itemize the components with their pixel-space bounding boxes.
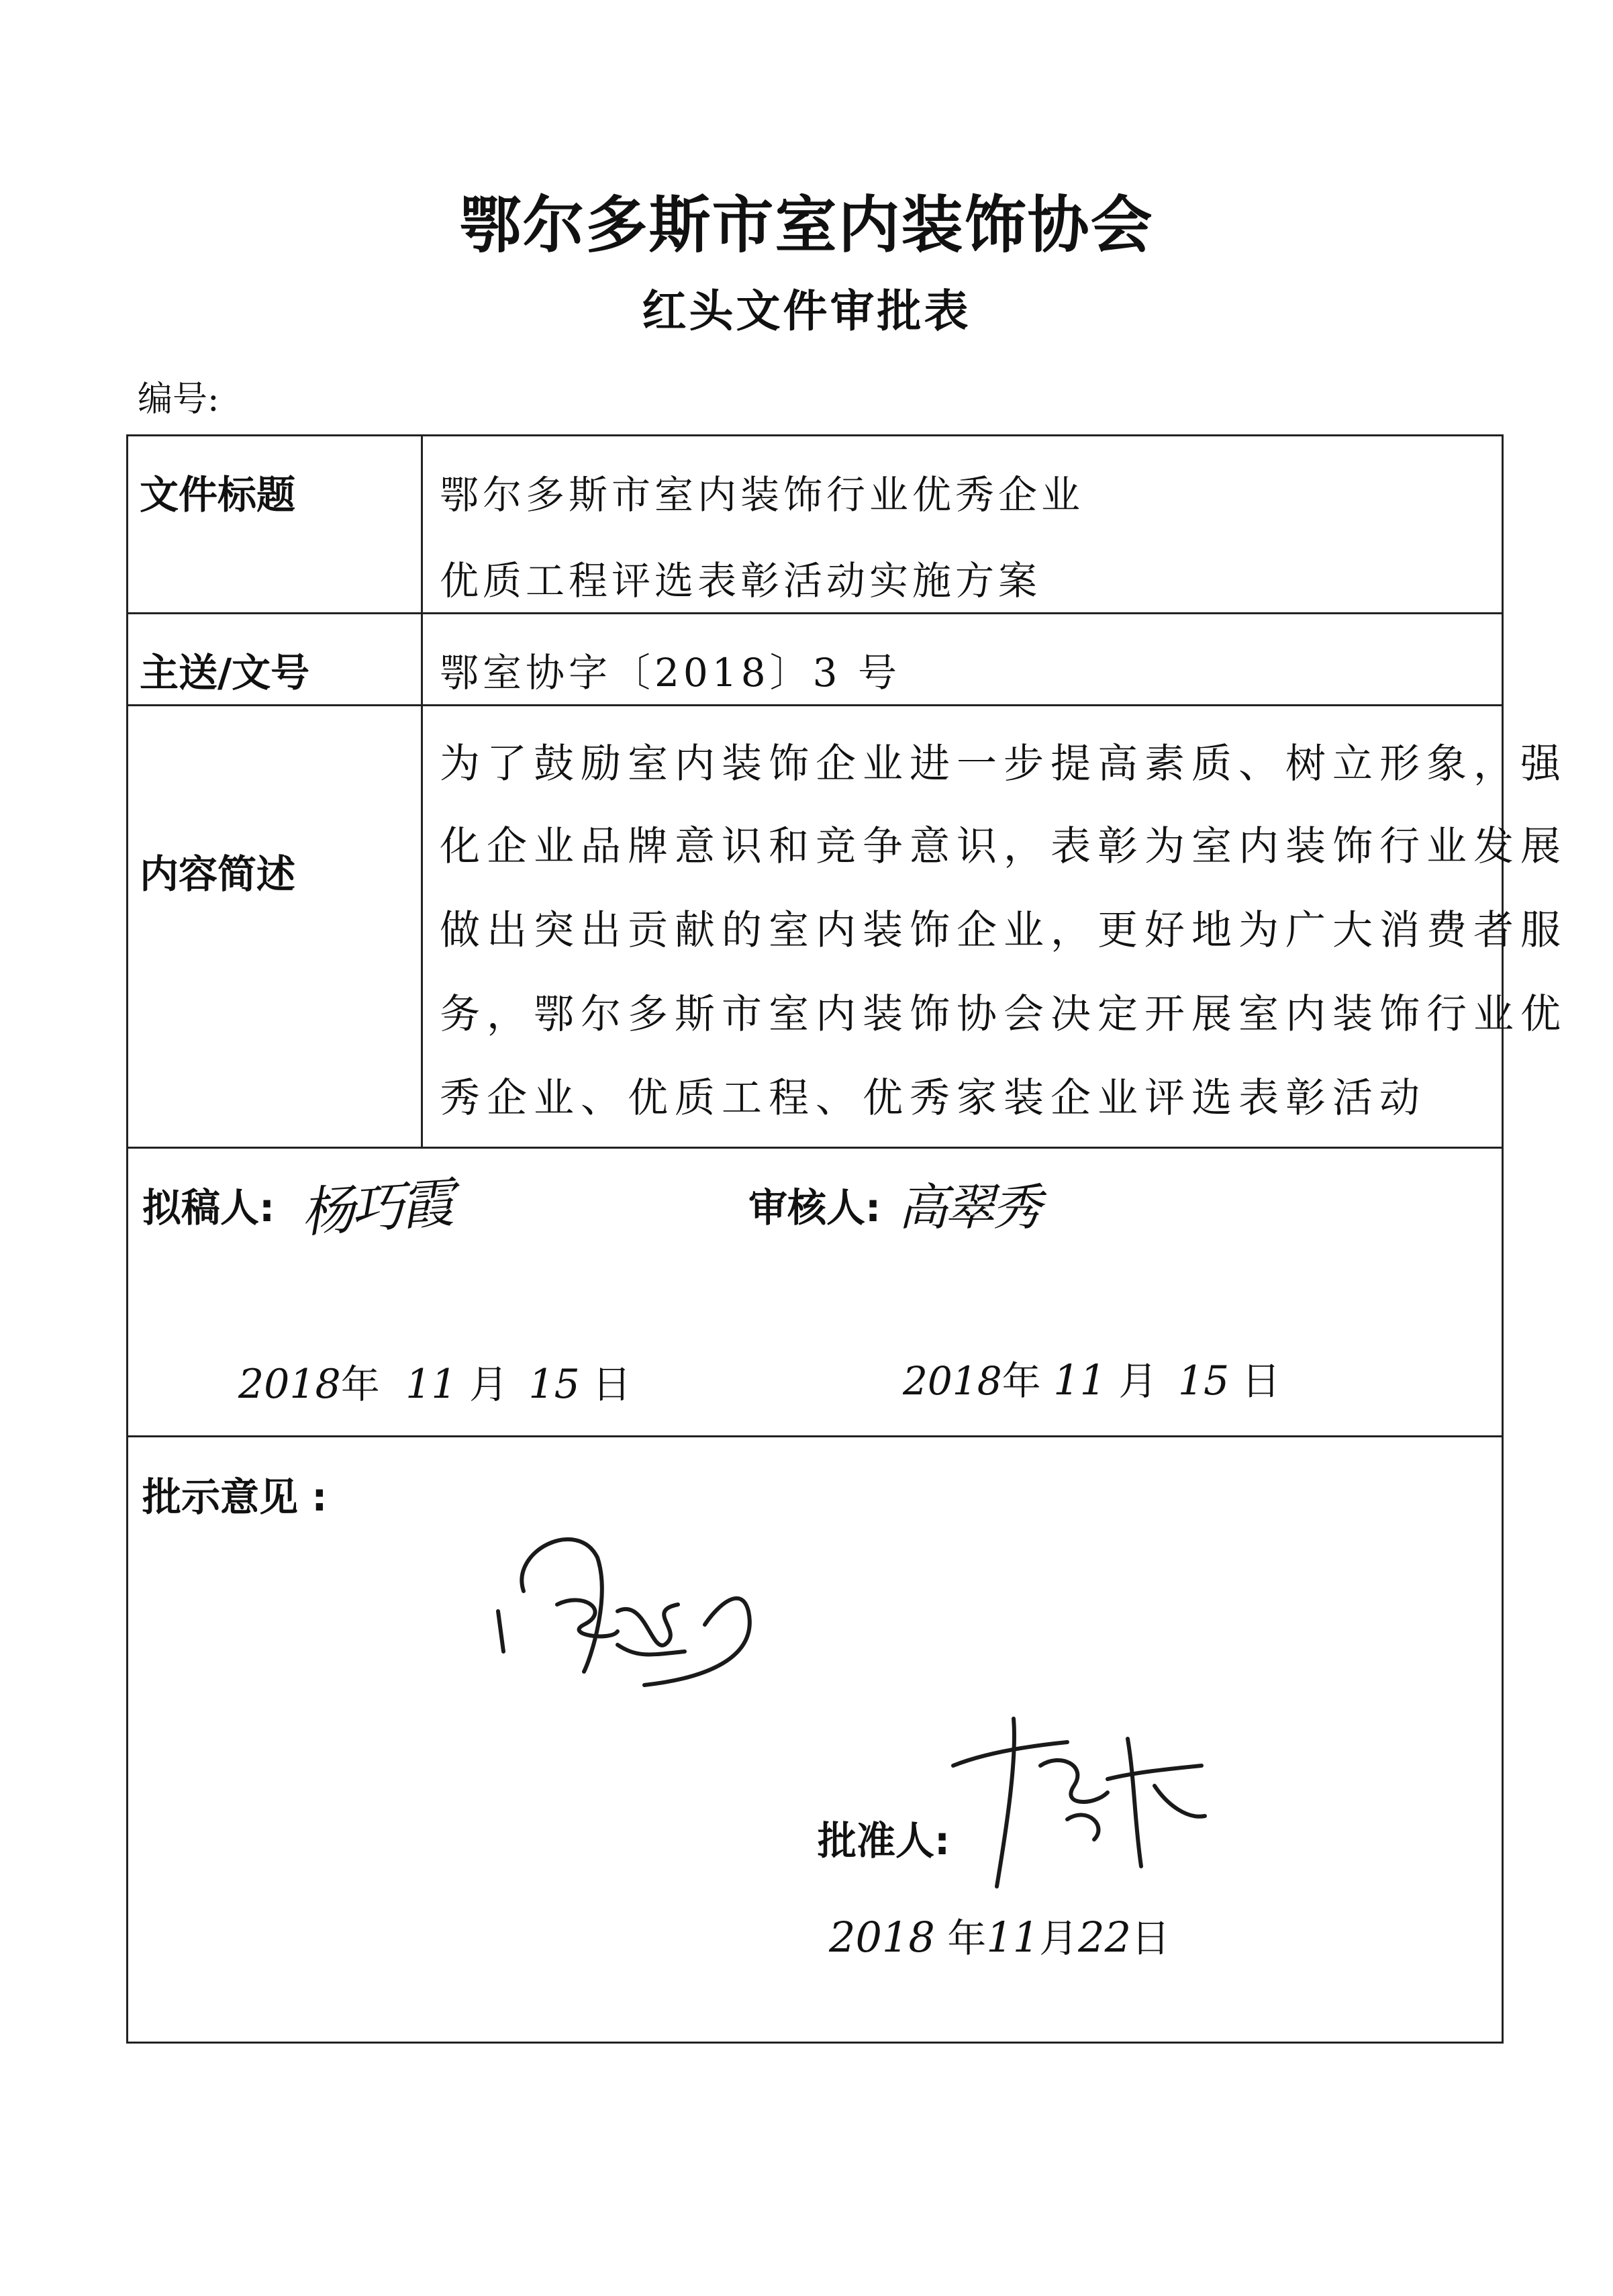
row-divider [126,612,1504,614]
approval-date-month: 11 [986,1913,1040,1962]
opinion-signature [483,1511,772,1712]
reviewer-date-day-unit: 日 [1241,1358,1281,1404]
approval-date [829,1907,1170,1963]
doc-title-line2: 优质工程评选表彰活动实施方案 [440,558,1042,604]
drafter-date-month-unit: 月 [469,1361,508,1407]
reviewer-date-year: 2018 [903,1358,1002,1404]
summary-line: 做出突出贡献的室内装饰企业，更好地为广大消费者服 [440,907,1567,954]
approver-label: 批准人: [818,1818,950,1864]
approval-date-year-unit: 年 [947,1915,987,1961]
drafter-date-month: 11 [405,1361,457,1408]
summary-label: 内容简述 [140,851,296,897]
drafter-signature: 杨巧霞 [299,1171,452,1245]
drafter-date-day: 15 [528,1361,580,1408]
document-subtitle: 红头文件审批表 [642,285,971,337]
doc-title-line1: 鄂尔多斯市室内装饰行业优秀企业 [440,472,1085,518]
reviewer-date-year-unit: 年 [1001,1358,1041,1404]
doc-number-value: 鄂室协字〔2018〕3 号 [440,650,901,696]
drafter-date [238,1353,631,1409]
document-title: 鄂尔多斯市室内装饰协会 [459,189,1154,261]
row-divider [126,704,1504,706]
approval-date-day: 22 [1078,1913,1132,1962]
approval-date-month-unit: 月 [1039,1915,1079,1961]
reviewer-date-month-unit: 月 [1118,1358,1158,1404]
reviewer-signature: 高翠秀 [898,1179,1039,1237]
approval-date-year: 2018 [829,1913,935,1962]
column-divider [421,434,423,1147]
drafter-label: 拟稿人: [142,1185,275,1231]
approver-signature [933,1705,1215,1907]
reviewer-date-day: 15 [1177,1357,1230,1404]
drafter-date-day-unit: 日 [592,1361,632,1407]
summary-line: 化企业品牌意识和竞争意识，表彰为室内装饰行业发展 [440,823,1567,870]
reviewer-date [903,1349,1281,1406]
row-divider [126,1435,1504,1437]
reviewer-date-month: 11 [1053,1355,1106,1404]
summary-line: 务，鄂尔多斯市室内装饰协会决定开展室内装饰行业优 [440,991,1567,1038]
doc-number-label: 主送/文号 [140,650,310,696]
doc-title-label: 文件标题 [140,472,296,518]
opinion-label: 批示意见 : [142,1474,328,1520]
drafter-date-year-unit: 年 [340,1361,380,1407]
approval-date-day-unit: 日 [1131,1915,1171,1961]
summary-line: 秀企业、优质工程、优秀家装企业评选表彰活动 [440,1075,1426,1122]
row-divider [126,1147,1504,1149]
drafter-date-year: 2018 [238,1361,341,1408]
summary-line: 为了鼓励室内装饰企业进一步提高素质、树立形象，强 [440,740,1567,787]
serial-number-label: 编号: [138,379,219,420]
reviewer-label: 审核人: [748,1185,881,1231]
